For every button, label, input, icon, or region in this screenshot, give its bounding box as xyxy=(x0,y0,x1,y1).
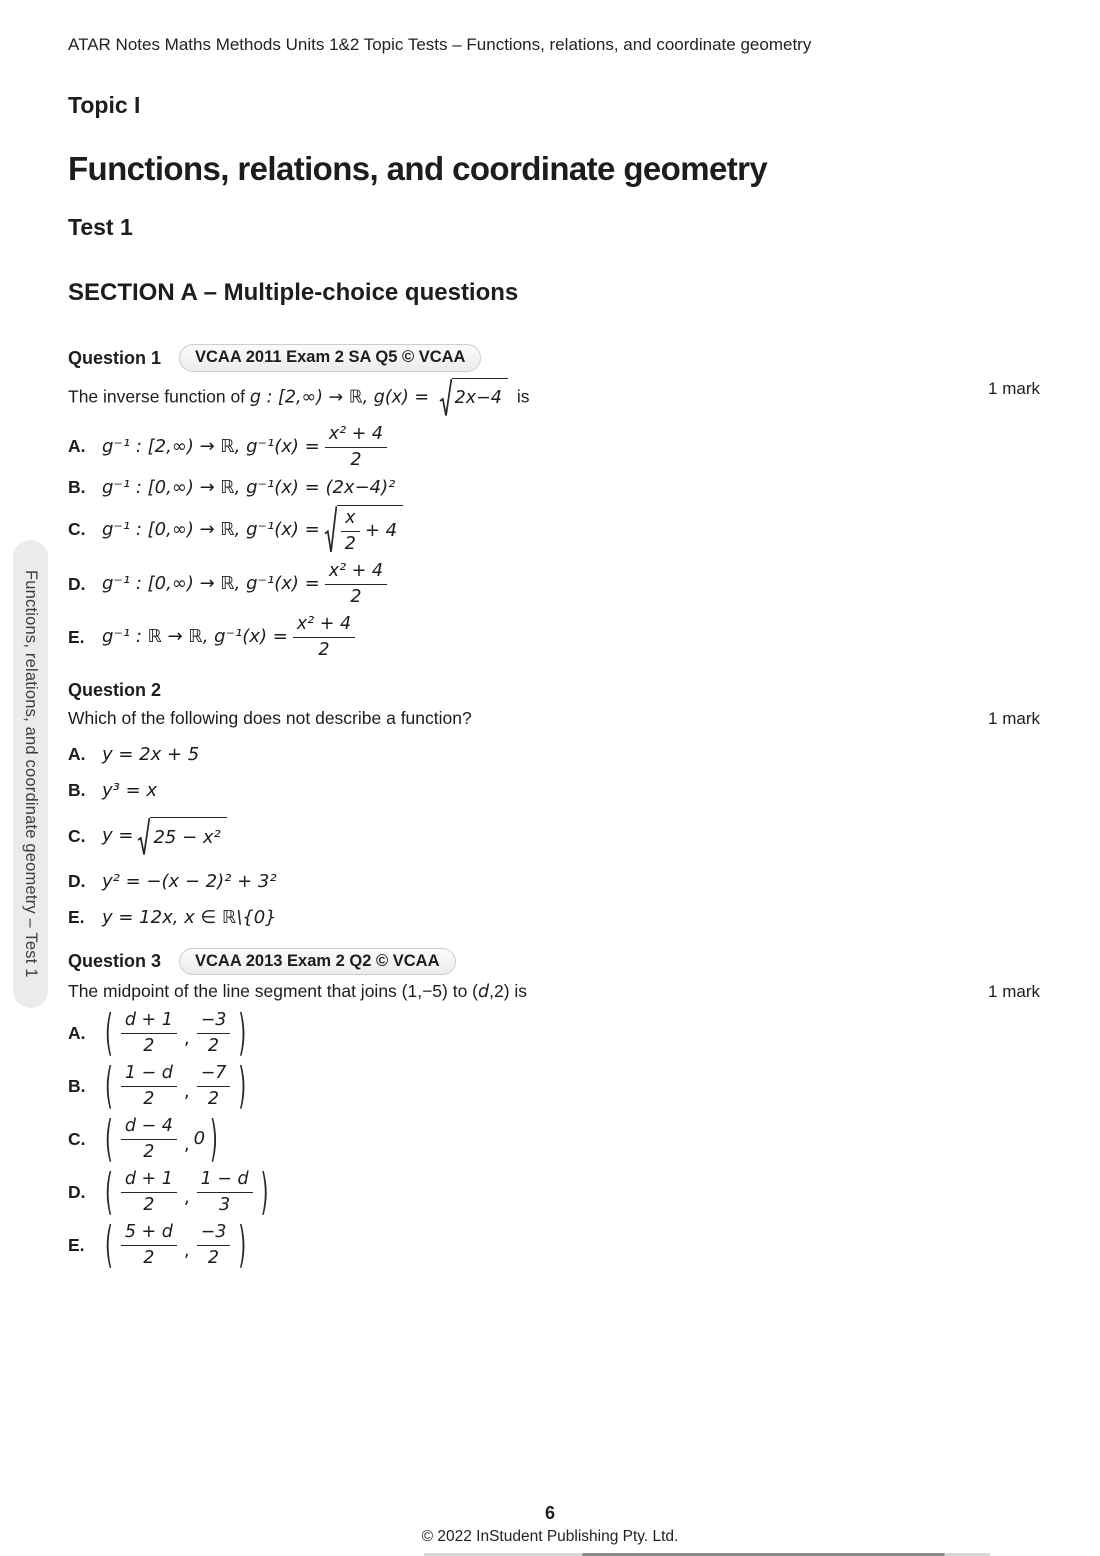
right-paren: ) xyxy=(238,1055,247,1115)
q2-option-c: C. y = 25 − x² xyxy=(68,817,1040,857)
question-1-options xyxy=(68,424,1040,662)
option-letter: B. xyxy=(68,780,86,801)
question-2-label: Question 2 xyxy=(68,680,162,701)
option-letter: D. xyxy=(68,870,86,891)
option-letter: E. xyxy=(68,907,85,928)
right-paren: ) xyxy=(210,1108,218,1168)
side-tab-label: Functions, relations, and coordinate geometry – Test 1 xyxy=(21,570,40,978)
fraction: $\frac{\text{x² + 4}}{2}$ xyxy=(293,614,355,661)
sqrt-expression: 2x−4 xyxy=(439,378,508,418)
option-letter: C. xyxy=(68,519,86,540)
question-3-label: Question 3 xyxy=(68,951,162,972)
option-letter: B. xyxy=(68,1075,86,1096)
option-letter: A. xyxy=(68,743,86,764)
left-paren: ( xyxy=(105,1108,113,1168)
right-paren: ) xyxy=(238,1002,247,1062)
option-letter: A. xyxy=(68,436,86,457)
topic-label: Topic I xyxy=(68,92,141,119)
question-3-source-badge: VCAA 2013 Exam 2 Q2 © VCAA xyxy=(179,948,455,976)
question-1-source-badge: VCAA 2011 Exam 2 SA Q5 © VCAA xyxy=(179,344,481,372)
question-2-header xyxy=(68,679,1040,702)
option-letter: D. xyxy=(68,1181,86,1202)
fraction: $\frac{1 - d}{2}$ xyxy=(121,1063,177,1110)
question-1-marks: 1 mark xyxy=(988,378,1040,398)
coordinate-pair: ( $\frac{d + 1}{2}$ , $\frac{1 - d}{3}$ ) xyxy=(102,1169,271,1216)
left-paren: ( xyxy=(105,1002,113,1062)
q2-option-b: B. y³ = x xyxy=(68,780,158,801)
page-number: 6 xyxy=(544,1503,555,1523)
q3-option-a xyxy=(68,1002,1040,1062)
left-paren: ( xyxy=(105,1161,113,1221)
q2-option-e: E. y = 12x, x ∈ ℝ\{0} xyxy=(68,907,277,928)
coordinate-pair: ( $\frac{d - 4}{2}$ , 0 ) xyxy=(102,1116,221,1163)
fraction: $\frac{x}{2}$ xyxy=(341,508,360,555)
copyright-line: © 2022 InStudent Publishing Pty. Ltd. xyxy=(421,1528,679,1545)
q1-option-b: B. g⁻¹ : [0,∞) → ℝ, g⁻¹(x) = (2x−4)² xyxy=(68,476,396,498)
question-1-stem: The inverse function of g : [2,∞) → ℝ, g(x) = 2x−4 is xyxy=(68,378,964,418)
radical-sign-icon xyxy=(324,505,337,555)
fraction: $\frac{-3}{2}$ xyxy=(197,1010,231,1057)
question-3-stem: The midpoint of the line segment that joins (1,−5) to (d,2) is xyxy=(68,981,528,1003)
side-tab xyxy=(13,540,48,1008)
question-2-options xyxy=(68,744,1040,930)
coordinate-pair: ( $\frac{d + 1}{2}$ , $\frac{-3}{2}$ ) xyxy=(102,1010,249,1057)
left-paren: ( xyxy=(105,1055,113,1115)
right-paren: ) xyxy=(238,1214,247,1274)
sqrt-expression: $\frac{x}{2}$ + 4 xyxy=(324,505,403,555)
sqrt-expression: 25 − x² xyxy=(137,817,226,857)
page-content xyxy=(68,0,1040,1275)
q2-option-a: A. y = 2x + 5 xyxy=(68,743,200,765)
q1-option-e: E. g⁻¹ : ℝ → ℝ, g⁻¹(x) = $\frac{\text{x² + 4}}{2}$ xyxy=(68,614,1040,661)
question-1-label: Question 1 xyxy=(68,347,162,368)
q1-option-d: D. g⁻¹ : [0,∞) → ℝ, g⁻¹(x) = $\frac{\text{x² + 4}}{2}$ xyxy=(68,561,1040,608)
running-header: ATAR Notes Maths Methods Units 1&2 Topic Tests – Functions, relations, and coordinate geometry xyxy=(68,35,812,54)
right-paren: ) xyxy=(260,1161,269,1221)
q3-option-c xyxy=(68,1108,1040,1168)
test-label: Test 1 xyxy=(68,214,133,241)
fraction: $\frac{\text{x² + 4}}{2}$ xyxy=(325,424,387,471)
option-letter: A. xyxy=(68,1022,86,1043)
radical-sign-icon xyxy=(439,378,452,418)
fraction: $\frac{1 - d}{3}$ xyxy=(197,1169,253,1216)
question-1-header xyxy=(68,344,1040,372)
q1-option-a: A. g⁻¹ : [2,∞) → ℝ, g⁻¹(x) = $\frac{\text{x² + 4}}{2}$ xyxy=(68,424,1040,471)
page-title: Functions, relations, and coordinate geometry xyxy=(68,150,768,187)
question-2-stem: Which of the following does not describe a function? xyxy=(68,707,472,728)
fraction: $\frac{-3}{2}$ xyxy=(197,1222,231,1269)
question-3-options xyxy=(68,1002,1040,1274)
question-3-stem-row xyxy=(68,981,1040,1004)
section-heading: SECTION A – Multiple-choice questions xyxy=(68,279,519,306)
q1-option-c: C. g⁻¹ : [0,∞) → ℝ, g⁻¹(x) = $\frac{x}{2}$ + 4 xyxy=(68,505,1040,555)
fraction: $\frac{-7}{2}$ xyxy=(197,1063,231,1110)
coordinate-pair: ( $\frac{1 - d}{2}$ , $\frac{-7}{2}$ ) xyxy=(102,1063,249,1110)
question-2-stem-row xyxy=(68,708,1040,730)
option-letter: D. xyxy=(68,573,86,594)
fraction: $\frac{\text{x² + 4}}{2}$ xyxy=(325,561,387,608)
q3-option-d xyxy=(68,1161,1040,1221)
option-letter: E. xyxy=(68,626,85,647)
option-letter: C. xyxy=(68,825,86,846)
q2-option-d: D. y² = −(x − 2)² + 3² xyxy=(68,870,277,892)
question-1-stem-row xyxy=(68,378,1040,418)
question-2-marks: 1 mark xyxy=(988,708,1040,728)
q3-option-e xyxy=(68,1214,1040,1274)
fraction: $\frac{5 + d}{2}$ xyxy=(121,1222,177,1269)
question-3-marks: 1 mark xyxy=(988,982,1040,1002)
fraction: $\frac{d - 4}{2}$ xyxy=(121,1116,177,1163)
q3-option-b xyxy=(68,1055,1040,1115)
left-paren: ( xyxy=(105,1214,113,1274)
option-letter: C. xyxy=(68,1128,86,1149)
radical-sign-icon xyxy=(137,817,150,857)
option-letter: B. xyxy=(68,476,86,497)
fraction: $\frac{d + 1}{2}$ xyxy=(121,1010,177,1057)
question-3-header xyxy=(68,948,1040,976)
coordinate-pair: ( $\frac{5 + d}{2}$ , $\frac{-3}{2}$ ) xyxy=(102,1222,249,1269)
fraction: $\frac{d + 1}{2}$ xyxy=(121,1169,177,1216)
option-letter: E. xyxy=(68,1234,85,1255)
